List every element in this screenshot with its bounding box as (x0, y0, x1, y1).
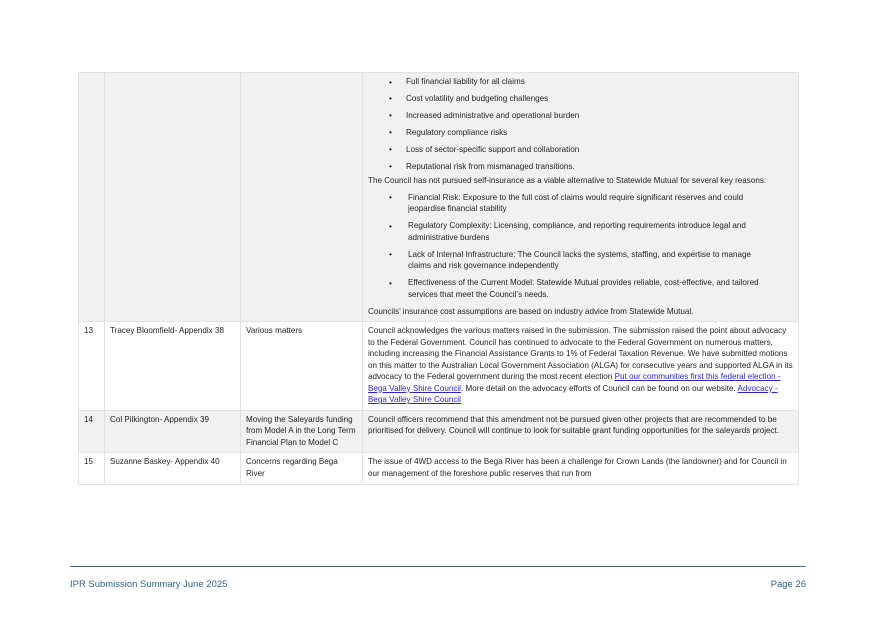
cell-response (363, 410, 799, 452)
cell-topic: Concerns regarding Bega River (241, 453, 363, 485)
response-text: Council acknowledges the various matters raised in the submission. The submission raised the point about advocacy to the Federal Government. Council has continued to advocate to the Federal Government on numerous matters, including increasing the Financial Assistance Grants to 1% of Federal Taxation Revenue. We have submitted motions on this matter to the Australian Local Government Association (ALGA) for consecutive years and supported ALGA in its advocacy to the Federal government during the most recent election (368, 326, 793, 382)
list-item: • Effectiveness of the Current Model: Statewide Mutual provides reliable, cost-effective, and tailored services that meet the Council’s needs. (368, 277, 793, 300)
page-footer (70, 578, 806, 589)
list-item: • Financial Risk: Exposure to the full cost of claims would require significant reserves and could jeopardise financial stability (368, 192, 793, 215)
list-item: • Regulatory Complexity: Licensing, compliance, and reporting requirements introduce legal and administrative burdens (368, 220, 793, 243)
footer-title: IPR Submission Summary June 2025 (70, 578, 228, 589)
bullet-list-risks (368, 76, 793, 172)
lead-paragraph: The Council has not pursued self-insurance as a viable alternative to Statewide Mutual for several key reasons: (368, 176, 767, 186)
response-paragraph (368, 325, 793, 405)
cell-response (363, 73, 799, 322)
link-federal-election[interactable]: Put our communities first this federal election - Bega Valley Shire Council (368, 372, 781, 393)
response-text: . More detail on the advocacy efforts of Council can be found on our website. (460, 383, 738, 393)
table-row (79, 453, 799, 485)
table-row (79, 322, 799, 410)
cell-row-number: 13 (79, 322, 105, 410)
table-row-continuation (79, 73, 799, 322)
cell-topic: Various matters (241, 322, 363, 410)
list-item: • Full financial liability for all claims (368, 76, 793, 87)
cell-submitter: Suzanne Baskey- Appendix 40 (105, 453, 241, 485)
submission-summary-table (78, 72, 799, 485)
response-paragraph: Council officers recommend that this amendment not be pursued given other projects that are recommended to be prioritised for delivery. Council will continue to look for suitable grant funding opportunities for the saleyards project. (368, 414, 780, 436)
cell-submitter (105, 73, 241, 322)
bullet-list-reasons (368, 192, 793, 300)
footer-divider (70, 566, 806, 567)
tail-paragraph: Councils’ insurance cost assumptions are based on industry advice from Statewide Mutual. (368, 306, 694, 316)
cell-response (363, 453, 799, 485)
list-item: • Lack of Internal Infrastructure: The Council lacks the systems, staffing, and expertise to manage claims and risk governance independently (368, 249, 793, 272)
list-item: • Cost volatility and budgeting challenges (368, 93, 793, 104)
cell-submitter: Col Pilkington- Appendix 39 (105, 410, 241, 452)
footer-page-number: Page 26 (770, 578, 806, 589)
list-item: • Reputational risk from mismanaged transitions. (368, 161, 793, 172)
link-advocacy[interactable]: Advocacy - Bega Valley Shire Council (368, 383, 778, 405)
table-row (79, 410, 799, 452)
list-item: • Loss of sector-specific support and collaboration (368, 144, 793, 155)
cell-row-number (79, 73, 105, 322)
cell-topic (241, 73, 363, 322)
cell-submitter: Tracey Bloomfield- Appendix 38 (105, 322, 241, 410)
response-paragraph: The issue of 4WD access to the Bega River has been a challenge for Crown Lands (the landowner) and for Council in our management of the foreshore public reserves that run from (368, 457, 787, 479)
cell-topic: Moving the Saleyards funding from Model A in the Long Term Financial Plan to Model C (241, 410, 363, 452)
list-item: • Increased administrative and operational burden (368, 110, 793, 121)
cell-row-number: 14 (79, 410, 105, 452)
list-item: • Regulatory compliance risks (368, 127, 793, 138)
cell-row-number: 15 (79, 453, 105, 485)
cell-response (363, 322, 799, 410)
